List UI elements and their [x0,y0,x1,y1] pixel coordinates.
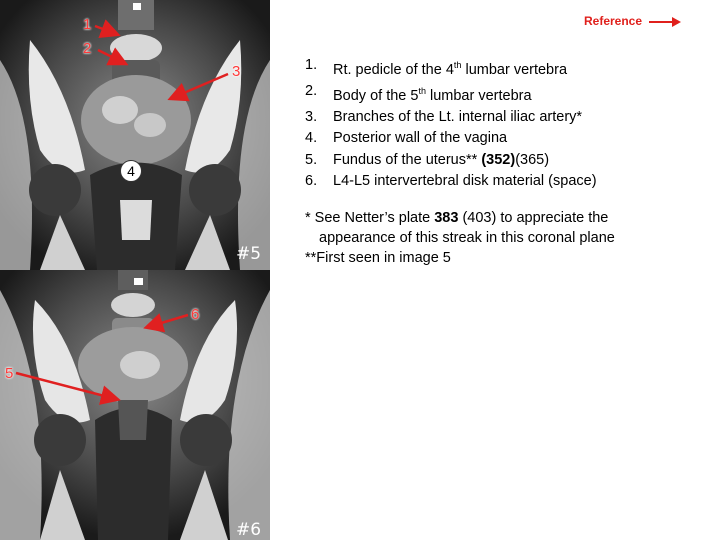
slice-number: #6 [236,520,262,540]
footnotes [305,208,705,268]
item-number: 4. [305,129,318,146]
item-text: Posterior wall of the vagina [333,129,508,146]
footnote-1-continued: appearance of this streak in this coronal plane [319,230,615,246]
slice-number: #5 [236,244,262,264]
item-number: 1. [305,57,318,73]
mri-image-bottom [0,270,270,540]
mri-coronal-slice-5 [0,0,270,270]
legend-list-b [305,150,597,192]
list-item [305,81,582,107]
item-number: 3. [305,108,318,125]
list-item [305,128,582,149]
mri-image-top [0,0,270,270]
item-text: L4-L5 intervertebral disk material (space) [333,173,597,189]
footnote-2: **First seen in image 5 [305,250,451,266]
list-item [305,171,597,192]
legend-list-a [305,55,582,149]
item-text: Branches of the Lt. internal iliac artery* [333,108,583,125]
arrow-right-icon[interactable] [648,14,682,28]
marker-3: 3 [232,63,241,80]
reference-link[interactable]: Reference [584,14,643,28]
list-item [305,150,597,171]
marker-5: 5 [5,365,14,382]
item-text: Rt. pedicle of the 4th lumbar vertebra [333,60,568,78]
item-number: 2. [305,82,318,99]
list-item [305,107,582,128]
item-text: Fundus of the uterus** (352)(365) [333,152,550,168]
marker-1: 1 [83,16,92,33]
item-number: 6. [305,173,318,189]
list-item [305,55,582,81]
mri-coronal-slice-6 [0,270,270,540]
footnote-1: * See Netter’s plate 383 (403) to appreciate the [305,210,609,226]
item-text: Body of the 5th lumbar vertebra [333,85,532,104]
marker-2: 2 [83,40,92,57]
marker-6: 6 [191,306,200,323]
marker-4-circled: 4 [120,160,142,182]
item-number: 5. [305,152,318,168]
